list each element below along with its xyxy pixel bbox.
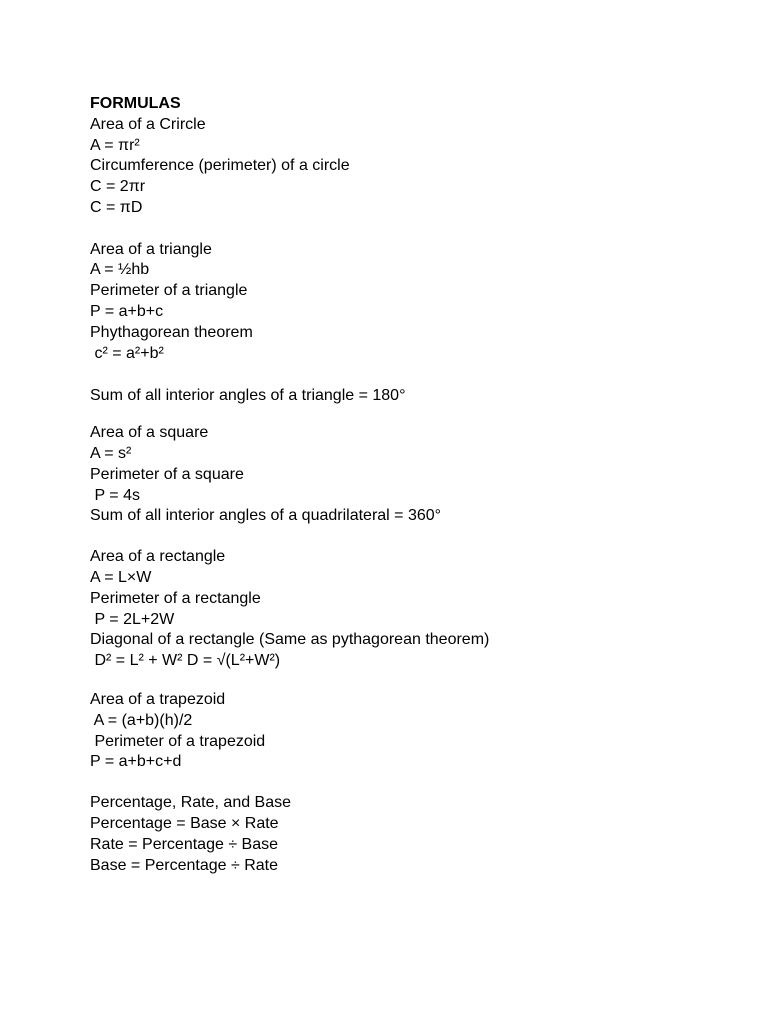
formula-line: Area of a rectangle [90, 548, 226, 566]
formula-line: P = 2L+2W [90, 610, 175, 628]
formula-line: P = a+b+c+d [90, 753, 182, 771]
trapezoid-section [90, 690, 730, 773]
formula-line: Area of a Crircle [90, 115, 206, 133]
formula-line: Perimeter of a trapezoid [90, 732, 266, 750]
formula-line: Perimeter of a rectangle [90, 589, 261, 607]
formula-line: A = L×W [90, 568, 152, 586]
formula-line: Sum of all interior angles of a quadrilateral = 360° [90, 507, 442, 525]
formula-line: Rate = Percentage ÷ Base [90, 835, 279, 853]
circle-section [90, 115, 730, 219]
formula-line: A = (a+b)(h)/2 [90, 711, 193, 729]
percentage-section [90, 793, 730, 876]
triangle-angles-section [90, 386, 730, 407]
formula-line: Perimeter of a triangle [90, 282, 248, 300]
formula-line: c² = a²+b² [90, 344, 164, 362]
formula-line: Circumference (perimeter) of a circle [90, 157, 350, 175]
formula-line: Area of a trapezoid [90, 690, 226, 708]
formula-line: Base = Percentage ÷ Rate [90, 856, 279, 874]
document-title: FORMULAS [90, 95, 181, 112]
formula-line: D² = L² + W² D = √(L²+W²) [90, 652, 281, 670]
formula-line: Percentage, Rate, and Base [90, 794, 292, 812]
formula-line: C = 2πr [90, 178, 146, 196]
triangle-section [90, 240, 730, 365]
formula-line: Percentage = Base × Rate [90, 814, 279, 832]
formula-line: A = πr² [90, 136, 140, 154]
formula-line: Diagonal of a rectangle (Same as pythagorean theorem) [90, 631, 490, 649]
formula-line: Phythagorean theorem [90, 323, 253, 341]
formula-line: Perimeter of a square [90, 465, 244, 483]
formula-line: Sum of all interior angles of a triangle = 180° [90, 387, 406, 405]
formula-line: Area of a square [90, 424, 209, 442]
rectangle-section [90, 547, 730, 672]
formula-line: A = s² [90, 444, 132, 462]
formula-sheet [90, 94, 730, 876]
formula-line: Area of a triangle [90, 240, 212, 258]
formula-line: P = 4s [90, 486, 140, 504]
square-section [90, 423, 730, 527]
formula-line: A = ½hb [90, 261, 150, 279]
formula-line: P = a+b+c [90, 302, 164, 320]
formula-line: C = πD [90, 198, 143, 216]
